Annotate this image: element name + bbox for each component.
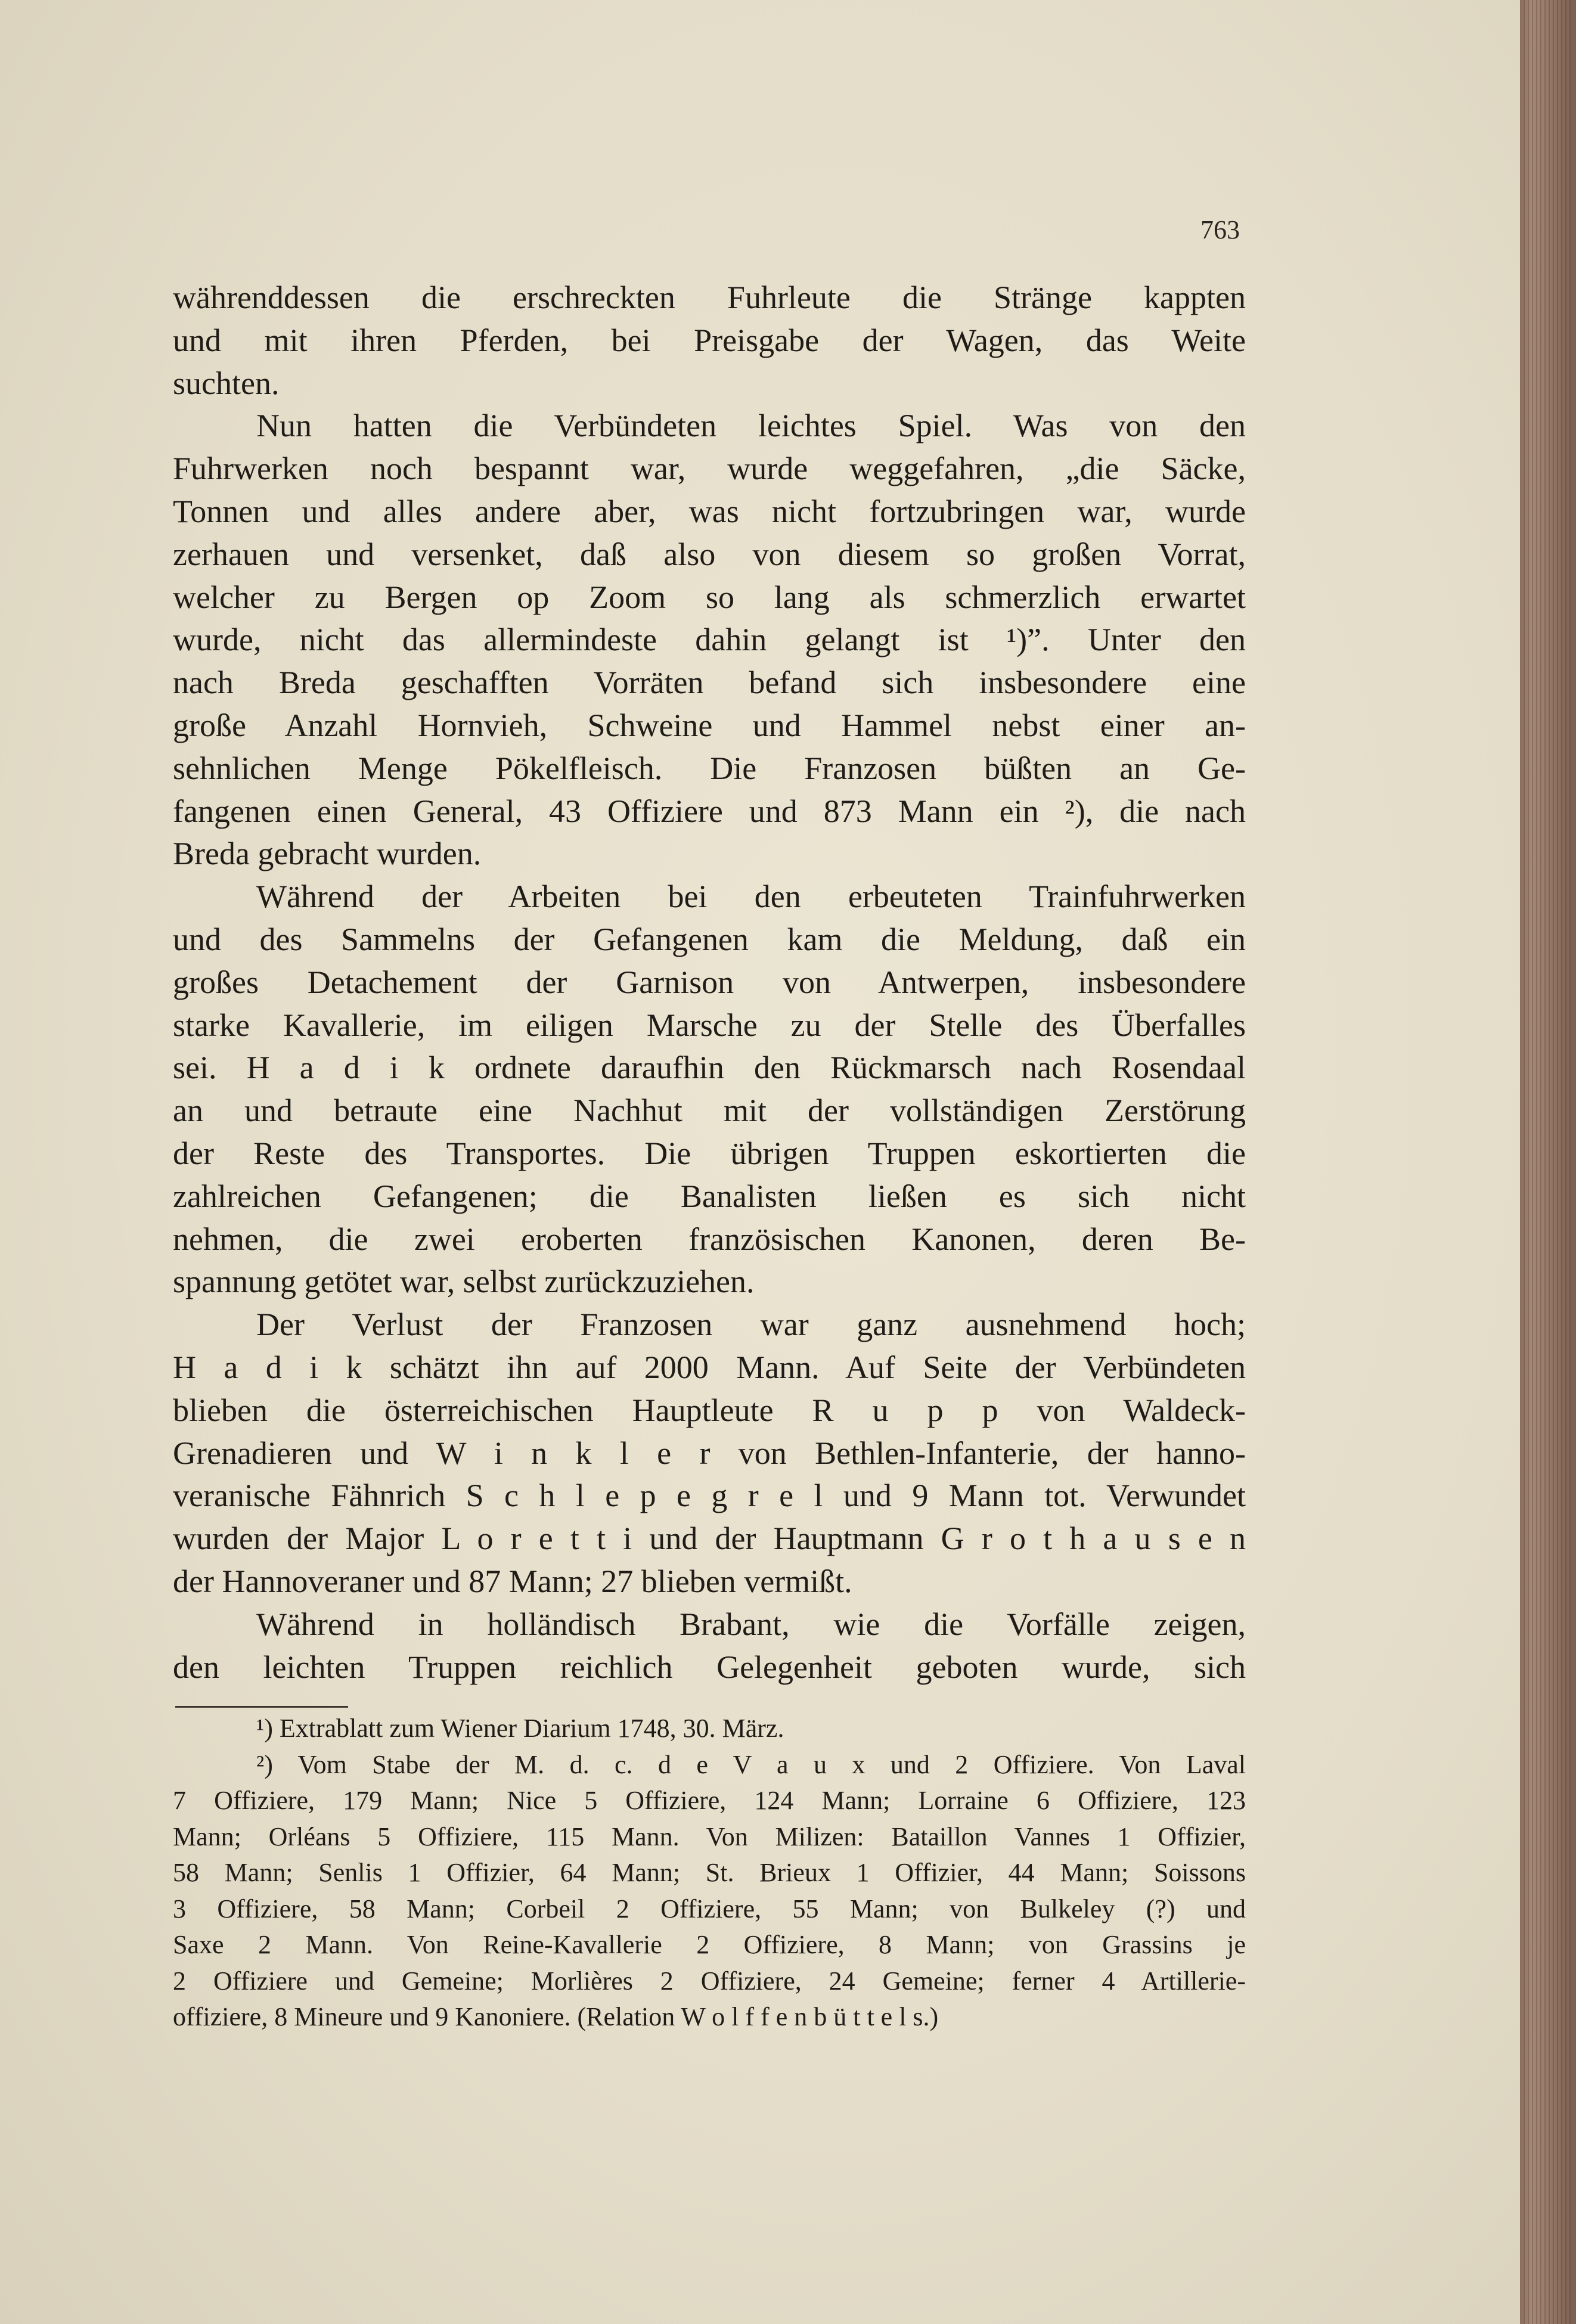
- text-line: wurde, nicht das allermindeste dahin gelangt ist ¹)”. Unter den: [173, 622, 1246, 658]
- text-line: Nun hatten die Verbündeten leichtes Spiel. Was von den: [256, 408, 1246, 444]
- text-line: großes Detachement der Garnison von Antwerpen, insbesondere: [173, 964, 1246, 1000]
- text-line: große Anzahl Hornvieh, Schweine und Hammel nebst einer an-: [173, 707, 1246, 743]
- text-line: blieben die österreichischen Hauptleute R u p p von Waldeck-: [173, 1392, 1246, 1428]
- text-line: nach Breda geschafften Vorräten befand sich insbesondere eine: [173, 665, 1246, 701]
- text-line: währenddessen die erschreckten Fuhrleute die Stränge kappten: [173, 280, 1246, 315]
- footnote-line: Mann; Orléans 5 Offiziere, 115 Mann. Von Milizen: Bataillon Vannes 1 Offizier,: [173, 1822, 1246, 1851]
- text-line: spannung getötet war, selbst zurückzuziehen.: [173, 1264, 755, 1300]
- text-line: welcher zu Bergen op Zoom so lang als schmerzlich erwartet: [173, 579, 1246, 615]
- footnote-line: 58 Mann; Senlis 1 Offizier, 64 Mann; St. Brieux 1 Offizier, 44 Mann; Soissons: [173, 1858, 1246, 1887]
- text-line: H a d i k schätzt ihn auf 2000 Mann. Auf Seite der Verbündeten: [173, 1349, 1246, 1385]
- text-line: und mit ihren Pferden, bei Preisgabe der Wagen, das Weite: [173, 322, 1246, 358]
- book-edge-pages: [1524, 0, 1572, 2324]
- text-line: Fuhrwerken noch bespannt war, wurde weggefahren, „die Säcke,: [173, 451, 1246, 487]
- text-line: und des Sammelns der Gefangenen kam die Meldung, daß ein: [173, 921, 1246, 957]
- text-line: starke Kavallerie, im eiligen Marsche zu der Stelle des Überfalles: [173, 1007, 1246, 1043]
- text-line: der Hannoveraner und 87 Mann; 27 blieben vermißt.: [173, 1563, 852, 1599]
- footnote-divider: [175, 1706, 348, 1708]
- text-line: Während der Arbeiten bei den erbeuteten Trainfuhrwerken: [256, 879, 1246, 915]
- text-line: der Reste des Transportes. Die übrigen Truppen eskortierten die: [173, 1135, 1246, 1171]
- text-line: sei. H a d i k ordnete daraufhin den Rückmarsch nach Rosendaal: [173, 1050, 1246, 1086]
- text-line: suchten.: [173, 365, 280, 401]
- text-line: Grenadieren und W i n k l e r von Bethlen-Infanterie, der hanno-: [173, 1435, 1246, 1471]
- footnote-line: 2 Offiziere und Gemeine; Morlières 2 Offiziere, 24 Gemeine; ferner 4 Artillerie-: [173, 1966, 1246, 1996]
- footnote-line: Saxe 2 Mann. Von Reine-Kavallerie 2 Offiziere, 8 Mann; von Grassins je: [173, 1930, 1246, 1959]
- text-line: nehmen, die zwei eroberten französischen Kanonen, deren Be-: [173, 1221, 1246, 1257]
- text-line: den leichten Truppen reichlich Gelegenheit geboten wurde, sich: [173, 1649, 1246, 1685]
- text-line: Der Verlust der Franzosen war ganz ausnehmend hoch;: [256, 1307, 1246, 1343]
- footnote-line: offiziere, 8 Mineure und 9 Kanoniere. (Relation W o l f f e n b ü t t e l s.): [173, 2002, 939, 2031]
- footnote-line: 7 Offiziere, 179 Mann; Nice 5 Offiziere, 124 Mann; Lorraine 6 Offiziere, 123: [173, 1786, 1246, 1815]
- page-number: 763: [1200, 215, 1240, 244]
- text-line: wurden der Major L o r e t t i und der Hauptmann G r o t h a u s e n: [173, 1521, 1246, 1557]
- text-line: fangenen einen General, 43 Offiziere und 873 Mann ein ²), die nach: [173, 793, 1246, 829]
- footnotes: [173, 1711, 1246, 2036]
- text-line: an und betraute eine Nachhut mit der vollständigen Zerstörung: [173, 1093, 1246, 1129]
- body-text: [173, 277, 1246, 1689]
- text-line: sehnlichen Menge Pökelfleisch. Die Franzosen büßten an Ge-: [173, 750, 1246, 786]
- text-line: Während in holländisch Brabant, wie die Vorfälle zeigen,: [256, 1606, 1246, 1642]
- text-line: Breda gebracht wurden.: [173, 836, 482, 872]
- text-line: Tonnen und alles andere aber, was nicht fortzubringen war, wurde: [173, 493, 1246, 529]
- footnote-line: ¹) Extrablatt zum Wiener Diarium 1748, 30. März.: [256, 1714, 784, 1743]
- footnote-line: 3 Offiziere, 58 Mann; Corbeil 2 Offiziere, 55 Mann; von Bulkeley (?) und: [173, 1894, 1246, 1923]
- text-line: zahlreichen Gefangenen; die Banalisten ließen es sich nicht: [173, 1178, 1246, 1214]
- text-line: zerhauen und versenket, daß also von diesem so großen Vorrat,: [173, 536, 1246, 572]
- text-line: veranische Fähnrich S c h l e p e g r e l und 9 Mann tot. Verwundet: [173, 1478, 1246, 1514]
- footnote-line: ²) Vom Stabe der M. d. c. d e V a u x und 2 Offiziere. Von Laval: [256, 1749, 1246, 1779]
